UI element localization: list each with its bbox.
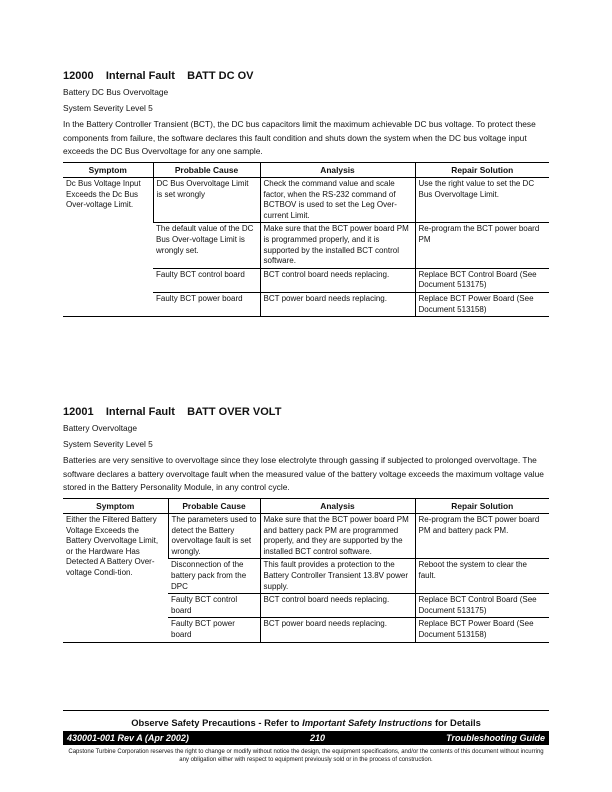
safety-note-prefix: Observe Safety Precautions - Refer to	[131, 717, 303, 728]
header-analysis: Analysis	[260, 162, 415, 178]
symptom-cell: Dc Bus Voltage Input Exceeds the Dc Bus Over-voltage Limit.	[63, 178, 153, 317]
analysis-cell: Make sure that the BCT power board PM and battery pack PM are programmed properly, and they are supported by the installed BCT control software.	[260, 514, 415, 559]
section-subtitle: Battery DC Bus Overvoltage	[63, 87, 169, 97]
footer-bar	[63, 731, 549, 745]
footer-divider	[63, 710, 549, 711]
section-description: In the Battery Controller Transient (BCT), the DC bus capacitors limit the maximum achievable DC bus voltage. To protect these components from failure, the software declares this fault condition and shuts down the system when the DC bus voltage input exceeds the DC Bus Overvoltage for any one sample.	[63, 119, 536, 156]
header-symptom: Symptom	[63, 162, 153, 178]
analysis-cell: BCT control board needs replacing.	[260, 268, 415, 292]
analysis-cell: BCT power board needs replacing.	[260, 618, 415, 642]
table-row	[63, 514, 549, 559]
header-probable-cause: Probable Cause	[168, 498, 260, 514]
section-heading: 12000 Internal Fault BATT DC OV	[63, 70, 254, 82]
page-footer	[63, 710, 549, 764]
cause-cell: Faulty BCT control board	[153, 268, 260, 292]
cause-cell: The default value of the DC Bus Over-voltage Limit is wrongly set.	[153, 223, 260, 268]
cause-cell: Faulty BCT power board	[153, 293, 260, 317]
header-analysis: Analysis	[260, 498, 415, 514]
repair-cell: Replace BCT Control Board (See Document 513175)	[415, 594, 549, 618]
fault-section-12001	[63, 406, 549, 643]
analysis-cell: Make sure that the BCT power board PM is programmed properly, and it is supported by the installed BCT control software.	[260, 223, 415, 268]
cause-cell: Disconnection of the battery pack from the DPC	[168, 559, 260, 594]
cause-cell: The parameters used to detect the Battery overvoltage fault is set wrongly.	[168, 514, 260, 559]
severity-level: System Severity Level 5	[63, 103, 153, 113]
troubleshooting-table	[63, 498, 549, 643]
section-subtitle: Battery Overvoltage	[63, 423, 138, 433]
severity-level: System Severity Level 5	[63, 439, 153, 449]
repair-cell: Replace BCT Power Board (See Document 513158)	[415, 293, 549, 317]
analysis-cell: This fault provides a protection to the Battery Controller Transient 13.8V power supply.	[260, 559, 415, 594]
analysis-cell: BCT control board needs replacing.	[260, 594, 415, 618]
repair-cell: Re-program the BCT power board PM and battery pack PM.	[415, 514, 549, 559]
repair-cell: Replace BCT Power Board (See Document 513158)	[415, 618, 549, 642]
table-header-row	[63, 498, 549, 514]
cause-cell: Faulty BCT control board	[168, 594, 260, 618]
repair-cell: Re-program the BCT power board PM	[415, 223, 549, 268]
guide-title: Troubleshooting Guide	[446, 733, 545, 743]
fault-section-12000	[63, 70, 549, 317]
header-symptom: Symptom	[63, 498, 168, 514]
troubleshooting-table	[63, 162, 549, 318]
safety-note	[63, 717, 549, 728]
document-id: 430001-001 Rev A (Apr 2002)	[67, 733, 189, 743]
safety-note-suffix: for Details	[432, 717, 481, 728]
header-probable-cause: Probable Cause	[153, 162, 260, 178]
analysis-cell: Check the command value and scale factor, when the RS-232 command of BCTBOV is used to set the Leg Over-current Limit.	[260, 178, 415, 223]
table-header-row	[63, 162, 549, 178]
section-heading: 12001 Internal Fault BATT OVER VOLT	[63, 406, 282, 418]
table-row	[63, 178, 549, 223]
repair-cell: Reboot the system to clear the fault.	[415, 559, 549, 594]
section-description: Batteries are very sensitive to overvoltage since they lose electrolyte through gassing if subjected to prolonged overvoltage. The software declares a battery overvoltage fault when the measured value of the battery voltage exceeds the maximum voltage value stored in the Battery Personality Module, in any control cycle.	[63, 455, 544, 492]
header-repair-solution: Repair Solution	[415, 498, 549, 514]
page-number: 210	[310, 733, 326, 743]
analysis-cell: BCT power board needs replacing.	[260, 293, 415, 317]
safety-note-link-text: Important Safety Instructions	[302, 717, 433, 728]
cause-cell: Faulty BCT power board	[168, 618, 260, 642]
repair-cell: Use the right value to set the DC Bus Overvoltage Limit.	[415, 178, 549, 223]
symptom-cell: Either the Filtered Battery Voltage Exceeds the Battery Overvoltage Limit, or the Hardware Has Detected A Battery Over-voltage Condi-tion.	[63, 514, 168, 643]
legal-disclaimer: Capstone Turbine Corporation reserves the right to change or modify without notice the design, the equipment specifications, and/or the contents of this document without incurring any obligation either with respect to equipment previously sold or in the process of construction.	[68, 749, 544, 763]
cause-cell: DC Bus Overvoltage Limit is set wrongly	[153, 178, 260, 223]
header-repair-solution: Repair Solution	[415, 162, 549, 178]
repair-cell: Replace BCT Control Board (See Document 513175)	[415, 268, 549, 292]
